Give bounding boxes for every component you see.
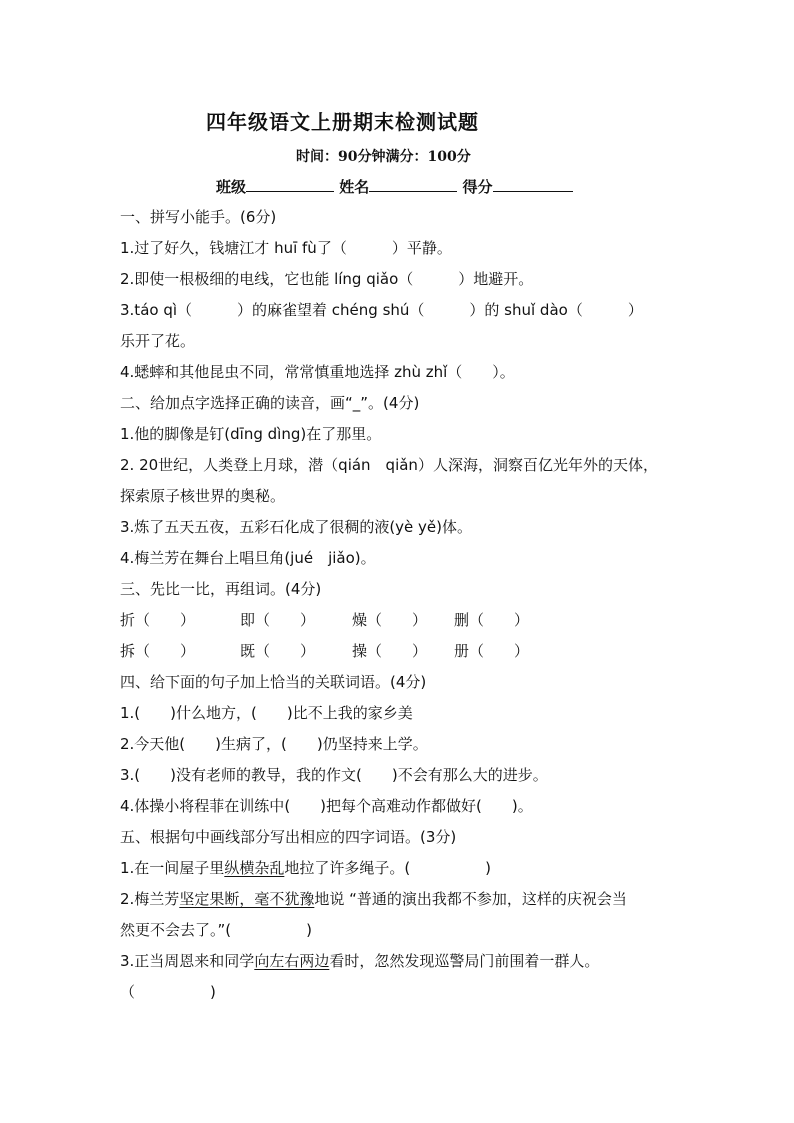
question-2-4: 4.梅兰芳在舞台上唱旦角(jué jiǎo)。 <box>120 549 376 567</box>
question-text: 1.在一间屋子里 <box>120 859 225 877</box>
word-pair-cell: 折（ ） <box>120 611 196 629</box>
question-4-4: 4.体操小将程菲在训练中( )把每个高难动作都做好( )。 <box>120 797 533 815</box>
question-2-2-cont: 探索原子核世界的奥秘。 <box>120 487 286 505</box>
question-5-3-cont: （ ) <box>120 983 216 1001</box>
question-5-1 <box>120 857 491 878</box>
question-text: 3.正当周恩来和同学 <box>120 952 255 970</box>
section-5-heading: 五、根据句中画线部分写出相应的四字词语。(3分) <box>120 828 457 846</box>
question-text: 看时，忽然发现巡警局门前围着一群人。 <box>329 952 600 970</box>
question-1-1: 1.过了好久，钱塘江才 huī fù了（ ）平静。 <box>120 239 452 257</box>
word-pair-cell: 燥（ ） <box>352 611 428 629</box>
section-3-heading: 三、先比一比，再组词。(4分) <box>120 580 322 598</box>
word-pair-cell: 操（ ） <box>352 642 428 660</box>
question-4-3: 3.( )没有老师的教导，我的作文( )不会有那么大的进步。 <box>120 766 548 784</box>
question-1-4: 4.蟋蟀和其他昆虫不同，常常慎重地选择 zhù zhǐ（ ）。 <box>120 363 515 381</box>
name-blank <box>369 177 457 192</box>
question-5-2-cont: 然更不会去了。”( ) <box>120 921 312 939</box>
student-info-row <box>216 176 573 197</box>
word-pair-cell: 拆（ ） <box>120 642 196 660</box>
word-pair-cell: 既（ ） <box>240 642 316 660</box>
question-1-3: 3.táo qì（ ）的麻雀望着 chéng shú（ ）的 shuǐ dào（ ） <box>120 301 643 319</box>
section-1-heading: 一、拼写小能手。(6分) <box>120 208 277 226</box>
question-5-2 <box>120 888 627 909</box>
exam-time-info: 时间：90分钟满分：100分 <box>296 149 471 165</box>
question-4-1: 1.( )什么地方，( )比不上我的家乡美 <box>120 704 413 722</box>
question-2-1: 1.他的脚像是钉(dīng dìng)在了那里。 <box>120 425 382 443</box>
question-5-3 <box>120 950 599 971</box>
question-1-2: 2.即使一根极细的电线，它也能 líng qiǎo（ ）地避开。 <box>120 270 534 288</box>
name-label: 姓名 <box>339 178 370 196</box>
class-label: 班级 <box>216 178 247 196</box>
question-text: 地拉了许多绳子。( ) <box>284 859 492 877</box>
question-text: 地说 “普通的演出我都不参加，这样的庆祝会当 <box>314 890 627 908</box>
word-pair-cell: 删（ ） <box>454 611 530 629</box>
question-4-2: 2.今天他( )生病了，( )仍坚持来上学。 <box>120 735 428 753</box>
word-pair-cell: 即（ ） <box>240 611 316 629</box>
underlined-phrase: 纵横杂乱 <box>224 859 285 877</box>
word-pair-cell: 册（ ） <box>454 642 530 660</box>
underlined-phrase: 坚定果断，毫不犹豫 <box>179 890 315 908</box>
underlined-phrase: 向左右两边 <box>254 952 330 970</box>
page-title: 四年级语文上册期末检测试题 <box>206 110 479 134</box>
section-4-heading: 四、给下面的句子加上恰当的关联词语。(4分) <box>120 673 427 691</box>
question-2-2: 2. 20世纪，人类登上月球，潜（qián qiǎn）人深海，洞察百亿光年外的天体， <box>120 456 658 474</box>
score-blank <box>493 177 573 192</box>
score-label: 得分 <box>462 178 493 196</box>
class-blank <box>246 177 334 192</box>
question-2-3: 3.炼了五天五夜，五彩石化成了很稠的液(yè yě)体。 <box>120 518 472 536</box>
section-2-heading: 二、给加点字选择正确的读音，画“_”。(4分) <box>120 394 420 412</box>
question-1-3-cont: 乐开了花。 <box>120 332 196 350</box>
question-text: 2.梅兰芳 <box>120 890 180 908</box>
